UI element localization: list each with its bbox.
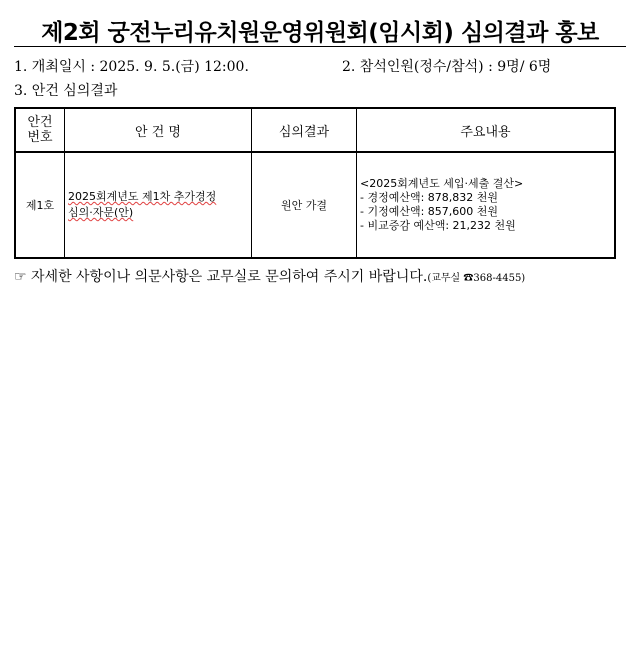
content-line: - 비교증감 예산액: 21,232 천원 <box>360 219 516 232</box>
pointing-hand-icon: ☞ <box>14 269 27 285</box>
document-title: 제2회 궁전누리유치원운영위원회(임시회) 심의결과 홍보 <box>41 20 599 46</box>
meeting-date: 1. 개최일시 : 2025. 9. 5.(금) 12:00. <box>14 59 249 75</box>
title-divider <box>14 46 626 47</box>
agenda-name-line2 <box>68 205 251 221</box>
content-line: - 기정예산액: 857,600 천원 <box>360 205 499 218</box>
header-main-content: 주요내용 <box>357 108 616 152</box>
header-agenda-number-line2: 번호 <box>27 130 53 145</box>
agenda-name-text2: 심의·자문(안) <box>68 206 134 219</box>
header-result: 심의결과 <box>252 108 357 152</box>
agenda-name-text1: 2025회계년도 제1차 추가경정 <box>68 190 217 203</box>
agenda-result: 원안 가결 <box>252 152 357 258</box>
table-header-row <box>15 108 615 152</box>
agenda-name <box>65 152 252 258</box>
agenda-heading: 3. 안건 심의결과 <box>14 83 118 99</box>
attendance-count: 2. 참석인원(정수/참석) : 9명/ 6명 <box>342 59 552 75</box>
agenda-number: 제1호 <box>15 152 65 258</box>
content-line: <2025회계년도 세입·세출 결산> <box>360 177 524 190</box>
table-row <box>15 152 615 258</box>
content-line: - 경정예산액: 878,832 천원 <box>360 191 499 204</box>
header-agenda-number <box>15 108 65 152</box>
agenda-table <box>14 107 616 259</box>
contact-info: (교무실 ☎368-4455) <box>427 273 526 284</box>
inquiry-notice <box>14 266 525 286</box>
notice-text: 자세한 사항이나 의문사항은 교무실로 문의하여 주시기 바랍니다. <box>31 269 428 285</box>
agenda-name-line1 <box>68 189 251 205</box>
header-agenda-number-line1: 안건 <box>27 115 53 130</box>
header-agenda-name: 안 건 명 <box>65 108 252 152</box>
agenda-content <box>357 152 616 258</box>
